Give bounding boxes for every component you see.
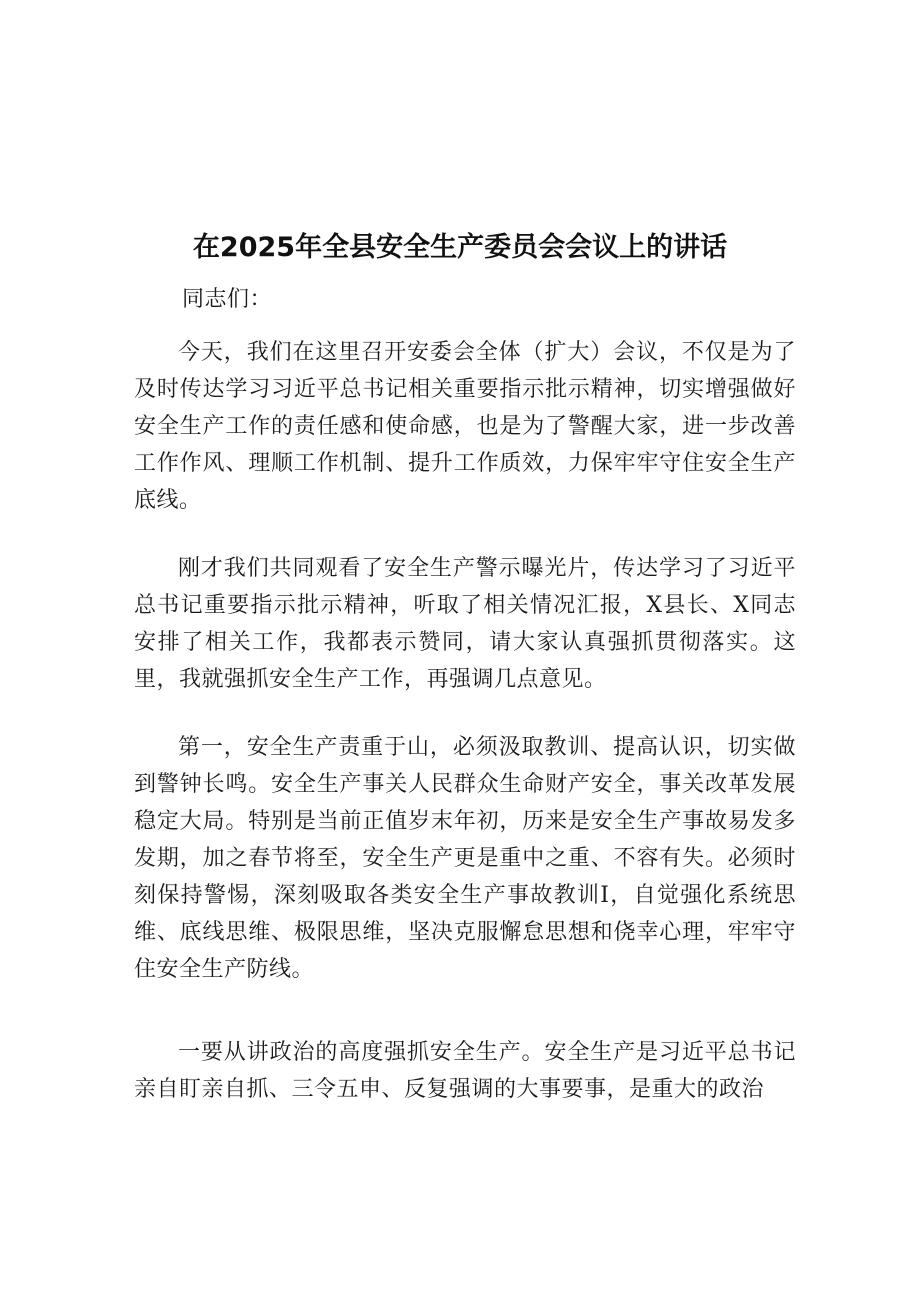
salutation: 同志们： <box>182 287 273 312</box>
document-title: 在2025年全县安全生产委员会会议上的讲话 <box>192 232 728 263</box>
paragraph-3: 第一，安全生产责重于山，必须汲取教训、提高认识，切实做到警钟长鸣。安全生产事关人民群众生命财产安全，事关改革发展稳定大局。特别是当前正值岁末年初，历来是安全生产事故易发多发期，加之春节将至，安全生产更是重中之重、不容有失。必须时刻保持警惕，深刻吸取各类安全生产事故教训I，自觉强化系统思维、底线思维、极限思维，坚决克服懈怠思想和侥幸心理，牢牢守住安全生产防线。 <box>134 735 796 982</box>
paragraph-2: 刚才我们共同观看了安全生产警示曝光片，传达学习了习近平总书记重要指示批示精神，听取了相关情况汇报，X县长、X同志安排了相关工作，我都表示赞同，请大家认真强抓贯彻落实。这里，我就强抓安全生产工作，再强调几点意见。 <box>134 556 796 692</box>
paragraph-1: 今天，我们在这里召开安委会全体（扩大）会议，不仅是为了及时传达学习习近平总书记相关重要指示批示精神，切实增强做好安全生产工作的责任感和使命感，也是为了警醒大家，进一步改善工作作风、理顺工作机制、提升工作质效，力保牢牢守住安全生产底线。 <box>134 340 796 513</box>
paragraph-4: 一要从讲政治的高度强抓安全生产。安全生产是习近平总书记亲自盯亲自抓、三令五申、反复强调的大事要事，是重大的政治 <box>134 1040 796 1102</box>
